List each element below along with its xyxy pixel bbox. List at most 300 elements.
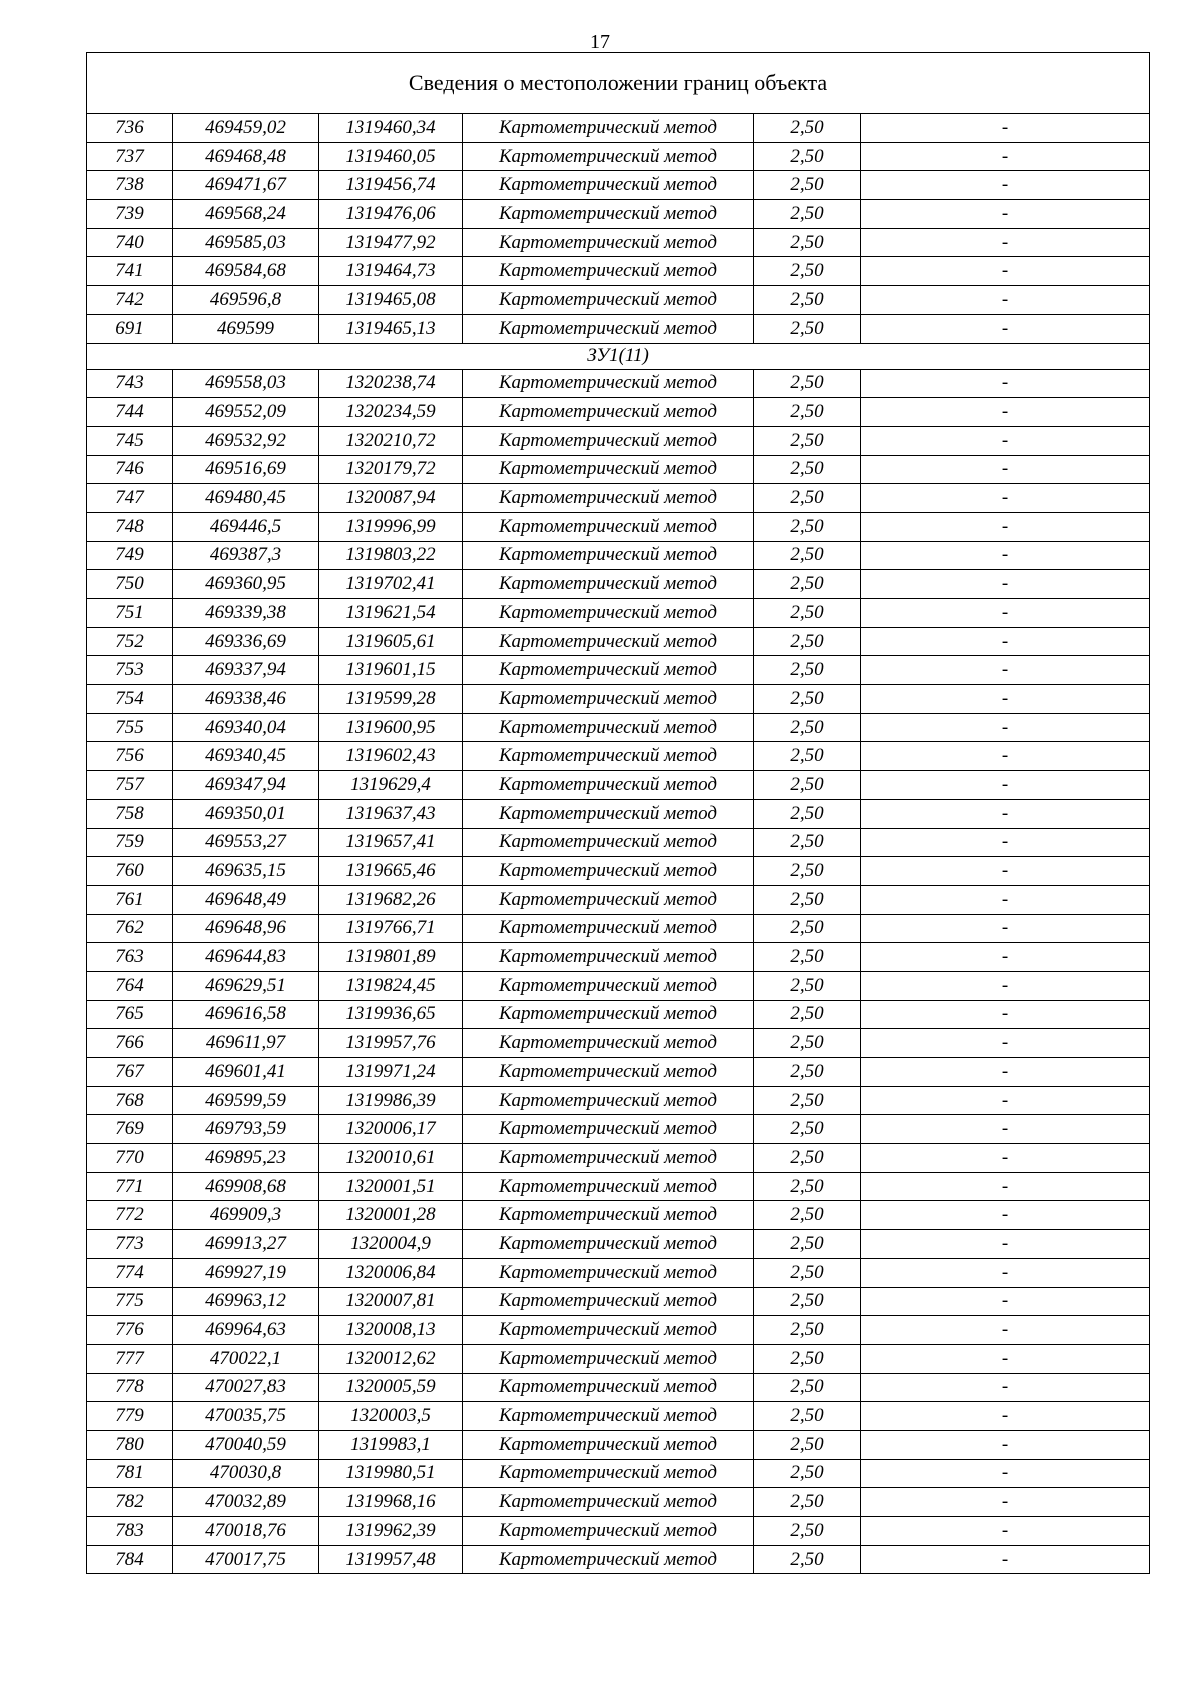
table-row xyxy=(87,1517,1150,1546)
table-row xyxy=(87,512,1150,541)
point-number-cell: 691 xyxy=(87,314,173,343)
y-coordinate-cell: 1319621,54 xyxy=(319,599,463,628)
table-row xyxy=(87,142,1150,171)
point-number-cell: 747 xyxy=(87,484,173,513)
method-cell: Картометрический метод xyxy=(463,1344,754,1373)
x-coordinate-cell: 470035,75 xyxy=(173,1402,319,1431)
table-row xyxy=(87,828,1150,857)
note-cell: - xyxy=(861,512,1150,541)
accuracy-cell: 2,50 xyxy=(754,742,861,771)
table-row xyxy=(87,114,1150,143)
point-number-cell: 752 xyxy=(87,627,173,656)
note-cell: - xyxy=(861,228,1150,257)
x-coordinate-cell: 469340,45 xyxy=(173,742,319,771)
table-row xyxy=(87,627,1150,656)
note-cell: - xyxy=(861,627,1150,656)
table-row xyxy=(87,1316,1150,1345)
x-coordinate-cell: 469927,19 xyxy=(173,1258,319,1287)
method-cell: Картометрический метод xyxy=(463,200,754,229)
table-row xyxy=(87,1373,1150,1402)
x-coordinate-cell: 469895,23 xyxy=(173,1144,319,1173)
point-number-cell: 751 xyxy=(87,599,173,628)
x-coordinate-cell: 469963,12 xyxy=(173,1287,319,1316)
x-coordinate-cell: 469584,68 xyxy=(173,257,319,286)
y-coordinate-cell: 1320001,28 xyxy=(319,1201,463,1230)
x-coordinate-cell: 469644,83 xyxy=(173,943,319,972)
method-cell: Картометрический метод xyxy=(463,484,754,513)
accuracy-cell: 2,50 xyxy=(754,771,861,800)
point-number-cell: 763 xyxy=(87,943,173,972)
accuracy-cell: 2,50 xyxy=(754,1373,861,1402)
table-row xyxy=(87,541,1150,570)
method-cell: Картометрический метод xyxy=(463,398,754,427)
table-row xyxy=(87,314,1150,343)
table-row xyxy=(87,656,1150,685)
point-number-cell: 775 xyxy=(87,1287,173,1316)
point-number-cell: 783 xyxy=(87,1517,173,1546)
note-cell: - xyxy=(861,114,1150,143)
note-cell: - xyxy=(861,943,1150,972)
table-row xyxy=(87,1545,1150,1574)
note-cell: - xyxy=(861,142,1150,171)
point-number-cell: 738 xyxy=(87,171,173,200)
method-cell: Картометрический метод xyxy=(463,1201,754,1230)
note-cell: - xyxy=(861,713,1150,742)
table-title-row xyxy=(87,53,1150,114)
section-row xyxy=(87,343,1150,369)
x-coordinate-cell: 469347,94 xyxy=(173,771,319,800)
point-number-cell: 767 xyxy=(87,1058,173,1087)
y-coordinate-cell: 1319996,99 xyxy=(319,512,463,541)
y-coordinate-cell: 1320006,84 xyxy=(319,1258,463,1287)
point-number-cell: 757 xyxy=(87,771,173,800)
note-cell: - xyxy=(861,314,1150,343)
x-coordinate-cell: 469601,41 xyxy=(173,1058,319,1087)
y-coordinate-cell: 1320210,72 xyxy=(319,426,463,455)
accuracy-cell: 2,50 xyxy=(754,570,861,599)
note-cell: - xyxy=(861,656,1150,685)
x-coordinate-cell: 469964,63 xyxy=(173,1316,319,1345)
y-coordinate-cell: 1319465,08 xyxy=(319,286,463,315)
method-cell: Картометрический метод xyxy=(463,257,754,286)
note-cell: - xyxy=(861,1344,1150,1373)
note-cell: - xyxy=(861,541,1150,570)
y-coordinate-cell: 1319766,71 xyxy=(319,914,463,943)
point-number-cell: 769 xyxy=(87,1115,173,1144)
x-coordinate-cell: 470022,1 xyxy=(173,1344,319,1373)
table-row xyxy=(87,228,1150,257)
x-coordinate-cell: 469340,04 xyxy=(173,713,319,742)
y-coordinate-cell: 1319702,41 xyxy=(319,570,463,599)
table-row xyxy=(87,286,1150,315)
accuracy-cell: 2,50 xyxy=(754,1488,861,1517)
y-coordinate-cell: 1320004,9 xyxy=(319,1230,463,1259)
method-cell: Картометрический метод xyxy=(463,1430,754,1459)
method-cell: Картометрический метод xyxy=(463,1517,754,1546)
x-coordinate-cell: 469552,09 xyxy=(173,398,319,427)
accuracy-cell: 2,50 xyxy=(754,1344,861,1373)
point-number-cell: 754 xyxy=(87,685,173,714)
point-number-cell: 781 xyxy=(87,1459,173,1488)
accuracy-cell: 2,50 xyxy=(754,713,861,742)
y-coordinate-cell: 1320008,13 xyxy=(319,1316,463,1345)
note-cell: - xyxy=(861,286,1150,315)
note-cell: - xyxy=(861,1373,1150,1402)
y-coordinate-cell: 1319602,43 xyxy=(319,742,463,771)
table-row xyxy=(87,484,1150,513)
accuracy-cell: 2,50 xyxy=(754,1172,861,1201)
method-cell: Картометрический метод xyxy=(463,1287,754,1316)
table-row xyxy=(87,742,1150,771)
method-cell: Картометрический метод xyxy=(463,914,754,943)
method-cell: Картометрический метод xyxy=(463,1459,754,1488)
method-cell: Картометрический метод xyxy=(463,1258,754,1287)
method-cell: Картометрический метод xyxy=(463,771,754,800)
method-cell: Картометрический метод xyxy=(463,627,754,656)
boundary-coordinates-table xyxy=(86,52,1150,1574)
accuracy-cell: 2,50 xyxy=(754,1115,861,1144)
y-coordinate-cell: 1319682,26 xyxy=(319,885,463,914)
y-coordinate-cell: 1319803,22 xyxy=(319,541,463,570)
point-number-cell: 777 xyxy=(87,1344,173,1373)
note-cell: - xyxy=(861,685,1150,714)
y-coordinate-cell: 1320238,74 xyxy=(319,369,463,398)
point-number-cell: 764 xyxy=(87,971,173,1000)
table-row xyxy=(87,1344,1150,1373)
note-cell: - xyxy=(861,742,1150,771)
point-number-cell: 743 xyxy=(87,369,173,398)
note-cell: - xyxy=(861,828,1150,857)
y-coordinate-cell: 1320087,94 xyxy=(319,484,463,513)
y-coordinate-cell: 1320007,81 xyxy=(319,1287,463,1316)
x-coordinate-cell: 469532,92 xyxy=(173,426,319,455)
accuracy-cell: 2,50 xyxy=(754,1029,861,1058)
table-row xyxy=(87,857,1150,886)
note-cell: - xyxy=(861,1201,1150,1230)
x-coordinate-cell: 469558,03 xyxy=(173,369,319,398)
note-cell: - xyxy=(861,1316,1150,1345)
point-number-cell: 748 xyxy=(87,512,173,541)
x-coordinate-cell: 469793,59 xyxy=(173,1115,319,1144)
point-number-cell: 760 xyxy=(87,857,173,886)
table-row xyxy=(87,1258,1150,1287)
note-cell: - xyxy=(861,200,1150,229)
method-cell: Картометрический метод xyxy=(463,742,754,771)
point-number-cell: 741 xyxy=(87,257,173,286)
table-row xyxy=(87,1086,1150,1115)
x-coordinate-cell: 469611,97 xyxy=(173,1029,319,1058)
y-coordinate-cell: 1319986,39 xyxy=(319,1086,463,1115)
y-coordinate-cell: 1319971,24 xyxy=(319,1058,463,1087)
method-cell: Картометрический метод xyxy=(463,1373,754,1402)
table-row xyxy=(87,1287,1150,1316)
y-coordinate-cell: 1319980,51 xyxy=(319,1459,463,1488)
note-cell: - xyxy=(861,171,1150,200)
note-cell: - xyxy=(861,1258,1150,1287)
accuracy-cell: 2,50 xyxy=(754,599,861,628)
y-coordinate-cell: 1319476,06 xyxy=(319,200,463,229)
y-coordinate-cell: 1319477,92 xyxy=(319,228,463,257)
y-coordinate-cell: 1319456,74 xyxy=(319,171,463,200)
method-cell: Картометрический метод xyxy=(463,1545,754,1574)
note-cell: - xyxy=(861,1144,1150,1173)
method-cell: Картометрический метод xyxy=(463,541,754,570)
accuracy-cell: 2,50 xyxy=(754,656,861,685)
table-row xyxy=(87,1402,1150,1431)
accuracy-cell: 2,50 xyxy=(754,1201,861,1230)
method-cell: Картометрический метод xyxy=(463,1230,754,1259)
table-row xyxy=(87,1115,1150,1144)
method-cell: Картометрический метод xyxy=(463,114,754,143)
y-coordinate-cell: 1319824,45 xyxy=(319,971,463,1000)
method-cell: Картометрический метод xyxy=(463,286,754,315)
accuracy-cell: 2,50 xyxy=(754,398,861,427)
x-coordinate-cell: 469648,96 xyxy=(173,914,319,943)
accuracy-cell: 2,50 xyxy=(754,1545,861,1574)
accuracy-cell: 2,50 xyxy=(754,1459,861,1488)
point-number-cell: 762 xyxy=(87,914,173,943)
accuracy-cell: 2,50 xyxy=(754,484,861,513)
x-coordinate-cell: 469360,95 xyxy=(173,570,319,599)
y-coordinate-cell: 1320234,59 xyxy=(319,398,463,427)
y-coordinate-cell: 1319460,05 xyxy=(319,142,463,171)
table-row xyxy=(87,685,1150,714)
table-row xyxy=(87,1029,1150,1058)
method-cell: Картометрический метод xyxy=(463,426,754,455)
method-cell: Картометрический метод xyxy=(463,1058,754,1087)
accuracy-cell: 2,50 xyxy=(754,685,861,714)
y-coordinate-cell: 1320012,62 xyxy=(319,1344,463,1373)
x-coordinate-cell: 469568,24 xyxy=(173,200,319,229)
x-coordinate-cell: 469387,3 xyxy=(173,541,319,570)
accuracy-cell: 2,50 xyxy=(754,114,861,143)
y-coordinate-cell: 1319464,73 xyxy=(319,257,463,286)
note-cell: - xyxy=(861,1402,1150,1431)
x-coordinate-cell: 470017,75 xyxy=(173,1545,319,1574)
accuracy-cell: 2,50 xyxy=(754,200,861,229)
accuracy-cell: 2,50 xyxy=(754,1316,861,1345)
x-coordinate-cell: 469459,02 xyxy=(173,114,319,143)
accuracy-cell: 2,50 xyxy=(754,142,861,171)
note-cell: - xyxy=(861,771,1150,800)
y-coordinate-cell: 1320010,61 xyxy=(319,1144,463,1173)
point-number-cell: 746 xyxy=(87,455,173,484)
accuracy-cell: 2,50 xyxy=(754,512,861,541)
table-row xyxy=(87,200,1150,229)
y-coordinate-cell: 1320005,59 xyxy=(319,1373,463,1402)
method-cell: Картометрический метод xyxy=(463,656,754,685)
note-cell: - xyxy=(861,1000,1150,1029)
method-cell: Картометрический метод xyxy=(463,1144,754,1173)
method-cell: Картометрический метод xyxy=(463,885,754,914)
method-cell: Картометрический метод xyxy=(463,943,754,972)
point-number-cell: 740 xyxy=(87,228,173,257)
y-coordinate-cell: 1319983,1 xyxy=(319,1430,463,1459)
y-coordinate-cell: 1320179,72 xyxy=(319,455,463,484)
table-row xyxy=(87,971,1150,1000)
accuracy-cell: 2,50 xyxy=(754,1517,861,1546)
note-cell: - xyxy=(861,369,1150,398)
table-row xyxy=(87,914,1150,943)
point-number-cell: 771 xyxy=(87,1172,173,1201)
accuracy-cell: 2,50 xyxy=(754,541,861,570)
point-number-cell: 759 xyxy=(87,828,173,857)
point-number-cell: 773 xyxy=(87,1230,173,1259)
note-cell: - xyxy=(861,570,1150,599)
accuracy-cell: 2,50 xyxy=(754,828,861,857)
x-coordinate-cell: 469585,03 xyxy=(173,228,319,257)
x-coordinate-cell: 470030,8 xyxy=(173,1459,319,1488)
note-cell: - xyxy=(861,1029,1150,1058)
note-cell: - xyxy=(861,599,1150,628)
x-coordinate-cell: 469350,01 xyxy=(173,799,319,828)
note-cell: - xyxy=(861,799,1150,828)
x-coordinate-cell: 469336,69 xyxy=(173,627,319,656)
x-coordinate-cell: 469516,69 xyxy=(173,455,319,484)
accuracy-cell: 2,50 xyxy=(754,1287,861,1316)
method-cell: Картометрический метод xyxy=(463,171,754,200)
point-number-cell: 784 xyxy=(87,1545,173,1574)
point-number-cell: 750 xyxy=(87,570,173,599)
table-row xyxy=(87,1230,1150,1259)
note-cell: - xyxy=(861,1086,1150,1115)
note-cell: - xyxy=(861,1488,1150,1517)
method-cell: Картометрический метод xyxy=(463,685,754,714)
x-coordinate-cell: 469913,27 xyxy=(173,1230,319,1259)
point-number-cell: 772 xyxy=(87,1201,173,1230)
x-coordinate-cell: 470018,76 xyxy=(173,1517,319,1546)
x-coordinate-cell: 470027,83 xyxy=(173,1373,319,1402)
section-label: ЗУ1(11) xyxy=(87,343,1150,369)
method-cell: Картометрический метод xyxy=(463,455,754,484)
table-row xyxy=(87,1144,1150,1173)
y-coordinate-cell: 1320006,17 xyxy=(319,1115,463,1144)
method-cell: Картометрический метод xyxy=(463,828,754,857)
table-row xyxy=(87,426,1150,455)
method-cell: Картометрический метод xyxy=(463,1172,754,1201)
point-number-cell: 742 xyxy=(87,286,173,315)
accuracy-cell: 2,50 xyxy=(754,1086,861,1115)
accuracy-cell: 2,50 xyxy=(754,799,861,828)
table-row xyxy=(87,1172,1150,1201)
accuracy-cell: 2,50 xyxy=(754,627,861,656)
table-row xyxy=(87,799,1150,828)
point-number-cell: 758 xyxy=(87,799,173,828)
point-number-cell: 776 xyxy=(87,1316,173,1345)
y-coordinate-cell: 1319665,46 xyxy=(319,857,463,886)
note-cell: - xyxy=(861,1172,1150,1201)
note-cell: - xyxy=(861,1287,1150,1316)
y-coordinate-cell: 1319629,4 xyxy=(319,771,463,800)
point-number-cell: 737 xyxy=(87,142,173,171)
method-cell: Картометрический метод xyxy=(463,570,754,599)
point-number-cell: 774 xyxy=(87,1258,173,1287)
table-row xyxy=(87,771,1150,800)
point-number-cell: 782 xyxy=(87,1488,173,1517)
note-cell: - xyxy=(861,1517,1150,1546)
table-row xyxy=(87,1201,1150,1230)
note-cell: - xyxy=(861,1545,1150,1574)
y-coordinate-cell: 1319801,89 xyxy=(319,943,463,972)
point-number-cell: 765 xyxy=(87,1000,173,1029)
table-row xyxy=(87,1000,1150,1029)
x-coordinate-cell: 469446,5 xyxy=(173,512,319,541)
accuracy-cell: 2,50 xyxy=(754,885,861,914)
method-cell: Картометрический метод xyxy=(463,1488,754,1517)
accuracy-cell: 2,50 xyxy=(754,314,861,343)
point-number-cell: 749 xyxy=(87,541,173,570)
y-coordinate-cell: 1320003,5 xyxy=(319,1402,463,1431)
point-number-cell: 756 xyxy=(87,742,173,771)
y-coordinate-cell: 1319605,61 xyxy=(319,627,463,656)
point-number-cell: 766 xyxy=(87,1029,173,1058)
y-coordinate-cell: 1319962,39 xyxy=(319,1517,463,1546)
accuracy-cell: 2,50 xyxy=(754,1230,861,1259)
x-coordinate-cell: 469635,15 xyxy=(173,857,319,886)
accuracy-cell: 2,50 xyxy=(754,943,861,972)
x-coordinate-cell: 469648,49 xyxy=(173,885,319,914)
accuracy-cell: 2,50 xyxy=(754,1258,861,1287)
x-coordinate-cell: 470032,89 xyxy=(173,1488,319,1517)
y-coordinate-cell: 1319599,28 xyxy=(319,685,463,714)
table-row xyxy=(87,455,1150,484)
accuracy-cell: 2,50 xyxy=(754,914,861,943)
note-cell: - xyxy=(861,1058,1150,1087)
point-number-cell: 779 xyxy=(87,1402,173,1431)
y-coordinate-cell: 1319957,48 xyxy=(319,1545,463,1574)
note-cell: - xyxy=(861,1115,1150,1144)
method-cell: Картометрический метод xyxy=(463,314,754,343)
method-cell: Картометрический метод xyxy=(463,713,754,742)
y-coordinate-cell: 1319600,95 xyxy=(319,713,463,742)
note-cell: - xyxy=(861,1230,1150,1259)
point-number-cell: 755 xyxy=(87,713,173,742)
note-cell: - xyxy=(861,914,1150,943)
note-cell: - xyxy=(861,257,1150,286)
x-coordinate-cell: 469599,59 xyxy=(173,1086,319,1115)
y-coordinate-cell: 1320001,51 xyxy=(319,1172,463,1201)
x-coordinate-cell: 469471,67 xyxy=(173,171,319,200)
point-number-cell: 761 xyxy=(87,885,173,914)
method-cell: Картометрический метод xyxy=(463,1115,754,1144)
accuracy-cell: 2,50 xyxy=(754,1402,861,1431)
accuracy-cell: 2,50 xyxy=(754,1000,861,1029)
y-coordinate-cell: 1319601,15 xyxy=(319,656,463,685)
point-number-cell: 768 xyxy=(87,1086,173,1115)
accuracy-cell: 2,50 xyxy=(754,1430,861,1459)
point-number-cell: 778 xyxy=(87,1373,173,1402)
x-coordinate-cell: 469909,3 xyxy=(173,1201,319,1230)
x-coordinate-cell: 469339,38 xyxy=(173,599,319,628)
y-coordinate-cell: 1319936,65 xyxy=(319,1000,463,1029)
x-coordinate-cell: 469553,27 xyxy=(173,828,319,857)
accuracy-cell: 2,50 xyxy=(754,1144,861,1173)
page-number: 17 xyxy=(590,31,610,53)
table-row xyxy=(87,1058,1150,1087)
method-cell: Картометрический метод xyxy=(463,1029,754,1058)
accuracy-cell: 2,50 xyxy=(754,257,861,286)
accuracy-cell: 2,50 xyxy=(754,455,861,484)
method-cell: Картометрический метод xyxy=(463,142,754,171)
note-cell: - xyxy=(861,426,1150,455)
y-coordinate-cell: 1319968,16 xyxy=(319,1488,463,1517)
table-row xyxy=(87,1488,1150,1517)
x-coordinate-cell: 470040,59 xyxy=(173,1430,319,1459)
table-row xyxy=(87,599,1150,628)
accuracy-cell: 2,50 xyxy=(754,857,861,886)
note-cell: - xyxy=(861,885,1150,914)
method-cell: Картометрический метод xyxy=(463,799,754,828)
